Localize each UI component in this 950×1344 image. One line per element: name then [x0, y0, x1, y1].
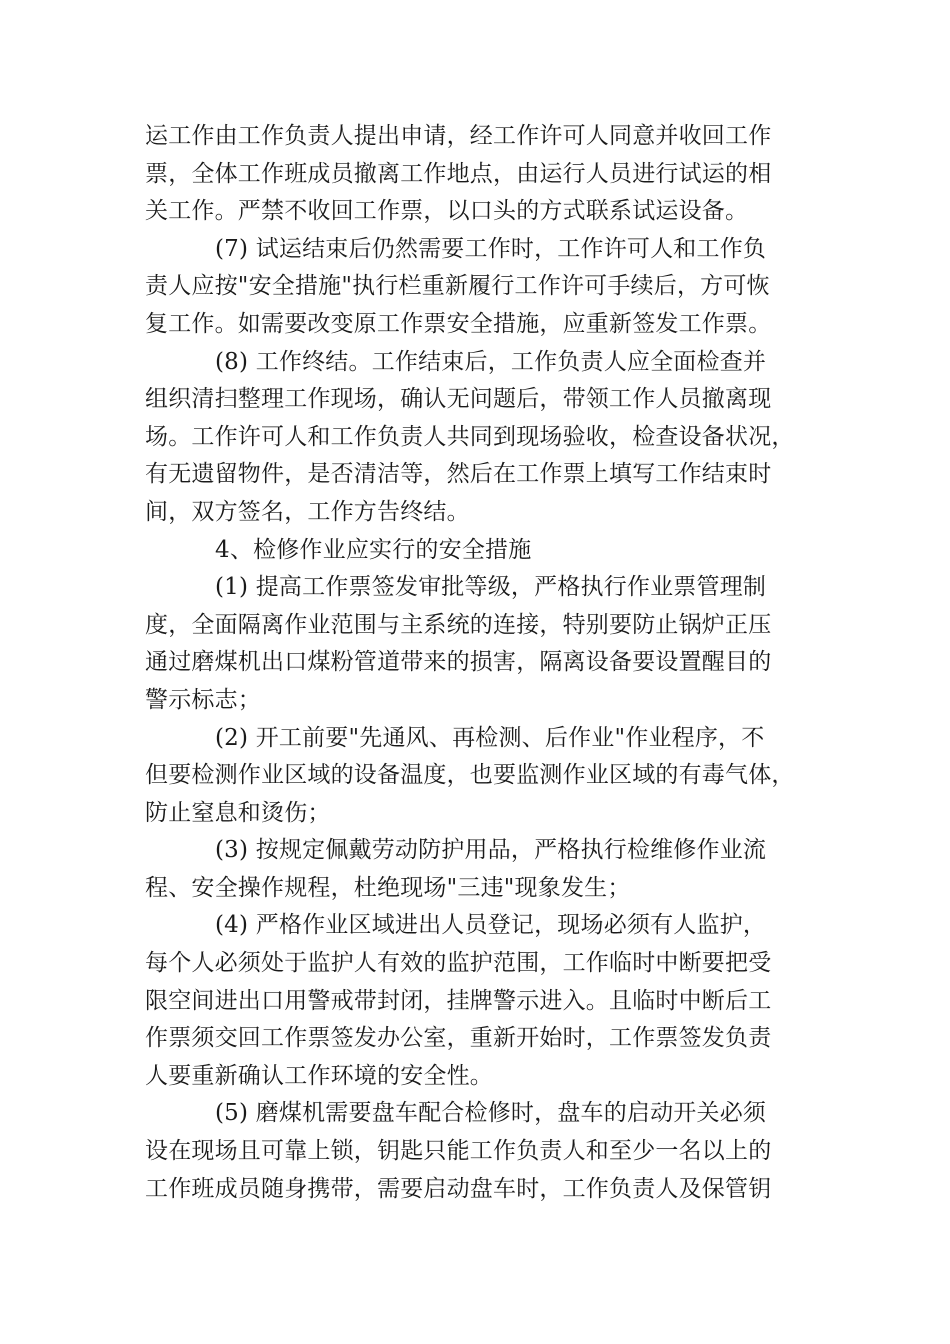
text-line: 度，全面隔离作业范围与主系统的连接，特别要防止锅炉正压 [145, 611, 772, 638]
text-line: (3) 按规定佩戴劳动防护用品，严格执行检维修作业流 [215, 837, 767, 864]
text-line: 间，双方签名，工作方告终结。 [145, 498, 470, 525]
text-line: 组织清扫整理工作现场，确认无问题后，带领工作人员撤离现 [145, 386, 772, 413]
text-line: (8) 工作终结。工作结束后，工作负责人应全面检查并 [215, 348, 767, 375]
text-line: 有无遗留物件，是否清洁等，然后在工作票上填写工作结束时 [145, 461, 772, 488]
text-line: 场。工作许可人和工作负责人共同到现场验收，检查设备状况， [145, 423, 795, 450]
text-line: (2) 开工前要"先通风、再检测、后作业"作业程序，不 [215, 724, 765, 751]
text-line: (5) 磨煤机需要盘车配合检修时，盘车的启动开关必须 [215, 1100, 767, 1127]
text-line: 票，全体工作班成员撤离工作地点，由运行人员进行试运的相 [145, 160, 772, 187]
text-line: 通过磨煤机出口煤粉管道带来的损害，隔离设备要设置醒目的 [145, 649, 772, 676]
text-line: 程、安全操作规程，杜绝现场"三违"现象发生； [145, 874, 631, 901]
text-line: (1) 提高工作票签发审批等级，严格执行作业票管理制 [215, 574, 767, 601]
text-line: 限空间进出口用警戒带封闭，挂牌警示进入。且临时中断后工 [145, 987, 772, 1014]
text-line: 设在现场且可靠上锁，钥匙只能工作负责人和至少一名以上的 [145, 1138, 772, 1165]
text-line: 警示标志； [145, 686, 261, 713]
text-line: 责人应按"安全措施"执行栏重新履行工作许可手续后，方可恢 [145, 273, 770, 300]
text-line: 关工作。严禁不收回工作票，以口头的方式联系试运设备。 [145, 198, 749, 225]
text-line: 4、检修作业应实行的安全措施 [215, 536, 532, 563]
text-line: (4) 严格作业区域进出人员登记，现场必须有人监护， [215, 912, 767, 939]
text-line: 作票须交回工作票签发办公室，重新开始时，工作票签发负责 [145, 1025, 772, 1052]
text-line: 工作班成员随身携带，需要启动盘车时，工作负责人及保管钥 [145, 1175, 772, 1202]
document-body [145, 118, 805, 1208]
text-line: 人要重新确认工作环境的安全性。 [145, 1062, 493, 1089]
text-line: 防止窒息和烫伤； [145, 799, 331, 826]
text-line: 复工作。如需要改变原工作票安全措施，应重新签发工作票。 [145, 310, 772, 337]
text-line: 运工作由工作负责人提出申请，经工作许可人同意并收回工作 [145, 123, 772, 149]
text-line: 每个人必须处于监护人有效的监护范围，工作临时中断要把受 [145, 950, 772, 977]
text-line: 但要检测作业区域的设备温度，也要监测作业区域的有毒气体， [145, 762, 795, 789]
text-line: (7) 试运结束后仍然需要工作时，工作许可人和工作负 [215, 235, 767, 262]
